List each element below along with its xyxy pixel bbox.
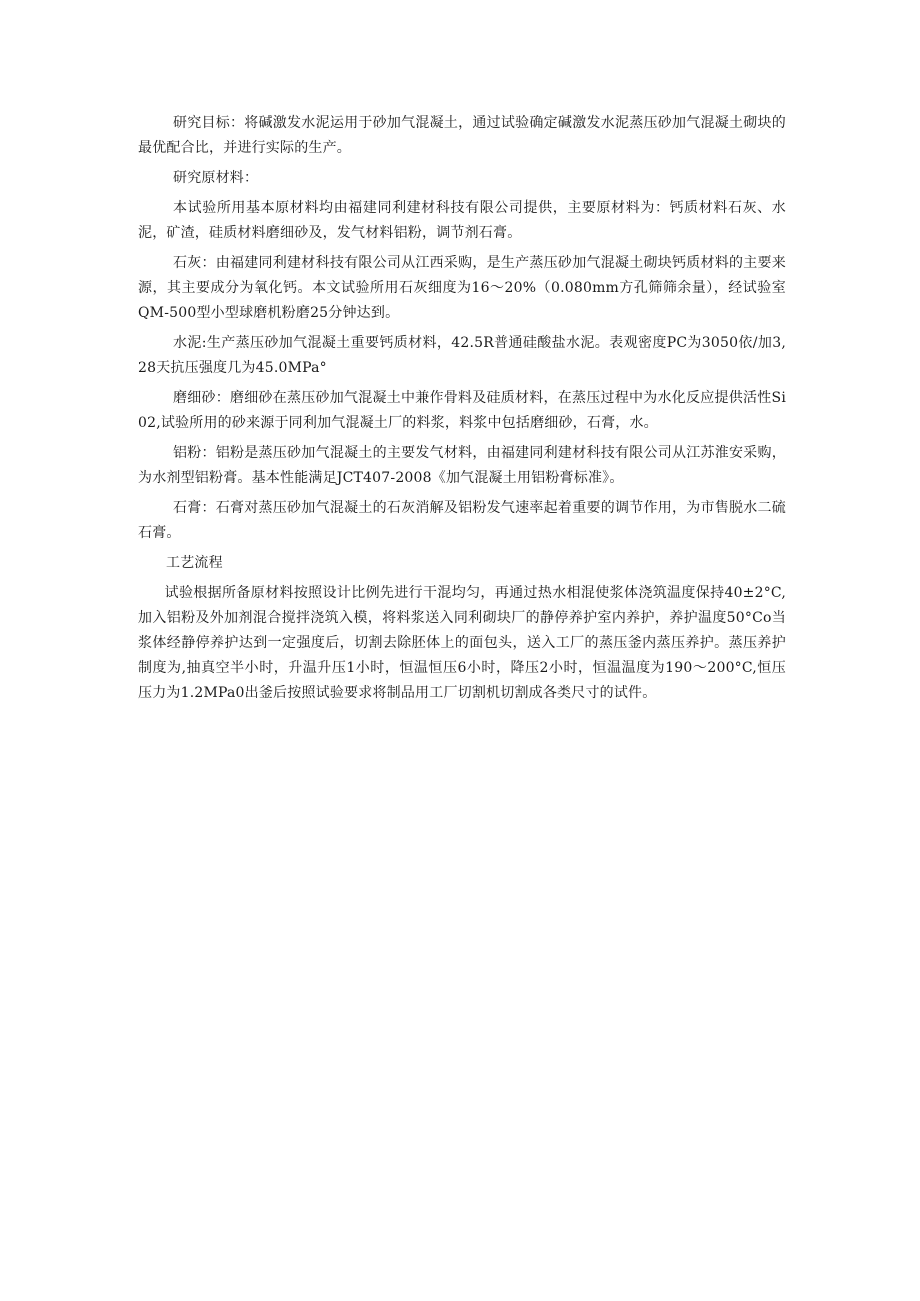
process-flow-paragraph: 试验根据所备原材料按照设计比例先进行干混均匀，再通过热水相混使浆体浇筑温度保持40±2°C,加入铝粉及外加剂混合搅拌浇筑入模，将料浆送入同利砌块厂的静停养护室内养护，养护温度50°Co当浆体经静停养护达到一定强度后，切割去除胚体上的面包头，送入工厂的蒸压釜内蒸压养护。蒸压养护制度为,抽真空半小时，升温升压1小时，恒温恒压6小时，降压2小时，恒温温度为190～200°C,恒压压力为1.2MPa0出釜后按照试验要求将制品用工厂切割机切割成各类尺寸的试件。 — [138, 585, 786, 701]
process-flow-heading: 工艺流程 — [166, 555, 223, 571]
research-goal-paragraph: 研究目标：将碱激发水泥运用于砂加气混凝土，通过试验确定碱激发水泥蒸压砂加气混凝土砌块的最优配合比，并进行实际的生产。 — [138, 115, 786, 156]
cement-paragraph: 水泥:生产蒸压砂加气混凝土重要钙质材料，42.5R普通硅酸盐水泥。表观密度PC为3050依/加3,28天抗压强度几为45.0MPa° — [138, 335, 786, 376]
aluminum-powder-paragraph: 铝粉：铝粉是蒸压砂加气混凝土的主要发气材料，由福建同利建材科技有限公司从江苏淮安采购，为水剂型铝粉膏。基本性能满足JCT407-2008《加气混凝土用铝粉膏标准》。 — [138, 445, 786, 486]
lime-paragraph: 石灰：由福建同利建材科技有限公司从江西采购，是生产蒸压砂加气混凝土砌块钙质材料的主要来源，其主要成分为氧化钙。本文试验所用石灰细度为16～20%（0.080mm方孔筛筛余量），经试验室QM-500型小型球磨机粉磨25分钟达到。 — [138, 255, 786, 321]
ground-sand-paragraph: 磨细砂：磨细砂在蒸压砂加气混凝土中兼作骨料及硅质材料，在蒸压过程中为水化反应提供活性Si02,试验所用的砂来源于同利加气混凝土厂的料浆，料浆中包括磨细砂，石膏，水。 — [138, 390, 786, 431]
raw-materials-heading: 研究原材料： — [173, 170, 259, 186]
document-body — [138, 111, 786, 711]
gypsum-paragraph: 石膏：石膏对蒸压砂加气混凝土的石灰消解及铝粉发气速率起着重要的调节作用，为市售脱水二硫石膏。 — [138, 500, 786, 541]
materials-overview-paragraph: 本试验所用基本原材料均由福建同利建材科技有限公司提供，主要原材料为：钙质材料石灰、水泥，矿渣，硅质材料磨细砂及，发气材料铝粉，调节剂石膏。 — [138, 200, 786, 241]
